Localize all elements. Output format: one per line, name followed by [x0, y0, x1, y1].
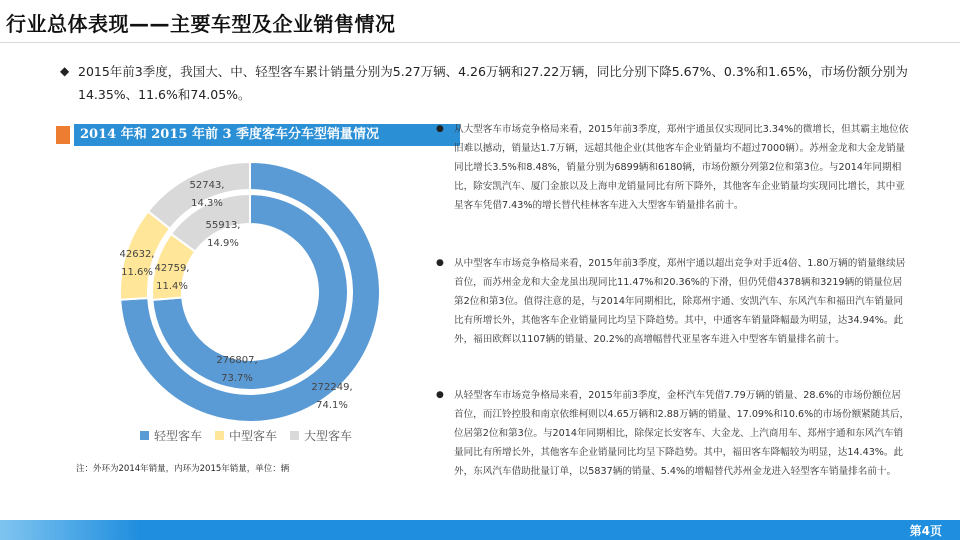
data-label-pct-outer-1: 11.6% — [121, 267, 153, 278]
page-number: 第4页 — [909, 524, 942, 538]
legend-swatch-medium — [215, 431, 224, 440]
chart-note: 注：外环为2014年销量，内环为2015年销量，单位：辆 — [76, 464, 290, 474]
data-label-pct-inner-2: 14.9% — [207, 238, 239, 249]
data-label-pct-outer-2: 14.3% — [191, 198, 223, 209]
bullet-dot-icon: ● — [436, 258, 444, 268]
legend-label-light: 轻型客车 — [154, 429, 203, 443]
data-label-value-inner-2: 55913, — [205, 220, 241, 231]
paragraph-light-bus — [430, 386, 910, 481]
legend-swatch-light — [140, 431, 149, 440]
legend-label-medium: 中型客车 — [229, 429, 278, 443]
summary-text: 2015年前3季度，我国大、中、轻型客车累计销量分别为5.27万辆、4.26万辆和27.22万辆，同比分别下降5.67%、0.3%和1.65%，市场份额分别为14.35%、11.6%和74.05%。 — [78, 64, 908, 102]
data-label-value-inner-1: 42759, — [154, 263, 190, 274]
chart-title: 2014 年和 2015 年前 3 季度客车分车型销量情况 — [74, 124, 460, 146]
legend-item-light — [140, 427, 202, 444]
data-label-value-outer-2: 52743, — [189, 180, 225, 191]
legend-label-large: 大型客车 — [304, 429, 353, 443]
summary-block — [62, 60, 922, 106]
legend-item-medium — [215, 427, 277, 444]
bullet-dot-icon: ● — [436, 124, 444, 134]
data-label-value-outer-0: 272249, — [311, 382, 353, 393]
title-divider — [0, 42, 960, 43]
footer-bar — [0, 520, 960, 540]
donut-chart — [110, 162, 390, 422]
legend-swatch-large — [290, 431, 299, 440]
chart-header — [52, 124, 410, 146]
paragraph-medium-bus — [430, 254, 910, 349]
footer-accent — [0, 520, 140, 540]
data-label-pct-outer-0: 74.1% — [316, 400, 348, 411]
data-label-value-inner-0: 276807, — [216, 355, 258, 366]
paragraph-text: 从轻型客车市场竞争格局来看，2015年前3季度，金杯汽车凭借7.79万辆的销量、28.6%的市场份额位居首位，而江铃控股和南京依维柯则以4.65万辆和2.88万辆的销量、17.09%和10.6%的市场份额紧随其后，位居第2位和第3位。与2014年同期相比，除保定长安客车、大金龙、上汽商用车、郑州宇通和东风汽车销量同比有所增长外，其他客车企业销量同比均呈下降趋势。其中，福田客车降幅较为明显，达14.43%。此外，东风汽车借助批量订单，以5837辆的销量、5.4%的增幅替代苏州金龙进入轻型客车销量排名前十。 — [454, 390, 910, 477]
paragraph-text: 从中型客车市场竞争格局来看，2015年前3季度，郑州宇通以超出竞争对手近4倍、1.80万辆的销量继续居首位，而苏州金龙和大金龙虽出现同比11.47%和20.36%的下滑，但仍凭借4378辆和3219辆的销量位居第2位和第3位。值得注意的是，与2014年同期相比，除郑州宇通、安凯汽车、东风汽车和福田汽车销量同比有所增长外，其他客车企业销量同比均呈下降趋势。其中，中通客车销量降幅最为明显，达34.94%。此外，福田欧辉以1107辆的销量、20.2%的高增幅替代亚星客车进入中型客车销量排名前十。 — [454, 258, 906, 345]
paragraph-large-bus — [430, 120, 910, 215]
orange-marker-icon — [56, 126, 70, 144]
data-label-value-outer-1: 42632, — [119, 249, 155, 260]
paragraph-text: 从大型客车市场竞争格局来看，2015年前3季度，郑州宇通虽仅实现同比3.34%的微增长，但其霸主地位依旧难以撼动，销量达1.7万辆，远超其他企业(其他客车企业销量均不超过7000辆）。苏州金龙和大金龙销量同比增长3.5%和8.48%，销量分别为6899辆和6180辆，市场份额分列第2位和第3位。与2014年同期相比，除安凯汽车、厦门金旅以及上海申龙销量同比有所下降外，其他客车企业销量均实现同比增长，其中亚星客车凭借7.43%的增长替代桂林客车进入大型客车销量排名前十。 — [454, 124, 909, 211]
diamond-bullet-icon: ◆ — [60, 64, 70, 78]
legend-item-large — [290, 427, 352, 444]
page-title: 行业总体表现——主要车型及企业销售情况 — [6, 12, 396, 36]
bullet-dot-icon: ● — [436, 390, 444, 400]
data-label-pct-inner-0: 73.7% — [221, 373, 253, 384]
data-label-pct-inner-1: 11.4% — [156, 281, 188, 292]
